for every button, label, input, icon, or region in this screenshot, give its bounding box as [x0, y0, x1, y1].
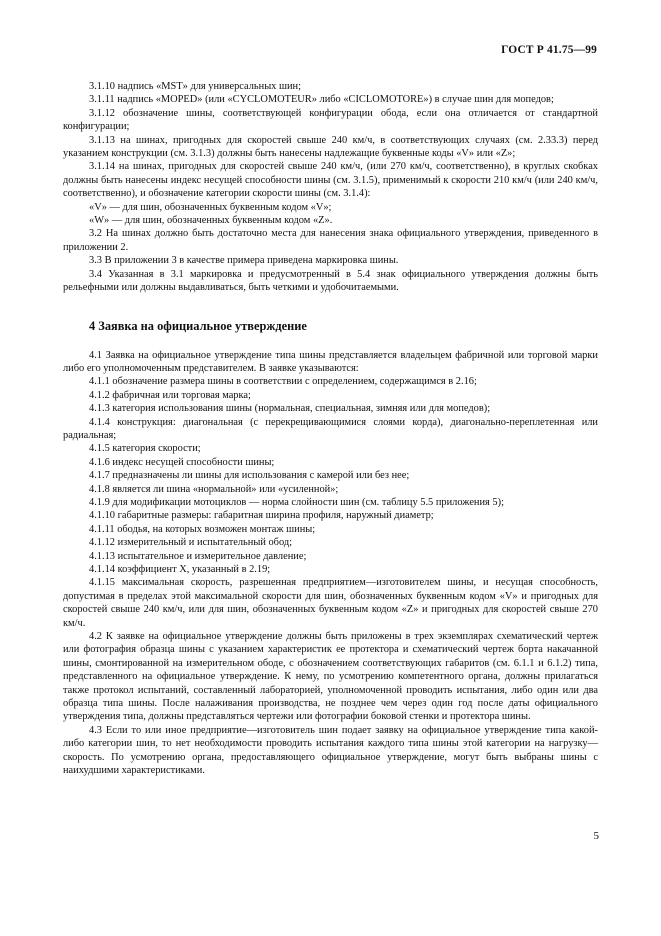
clause-4-1-11: 4.1.11 ободья, на которых возможен монтаж шины;: [89, 523, 316, 535]
clause-4-1-14: 4.1.14 коэффициент X, указанный в 2.19;: [89, 564, 271, 575]
clause-4-1-15: 4.1.15 максимальная скорость, разрешенная предприятием—изготовителем шины, и несущая способность, допустимая в пределах этой максимальной скорости для шин, обозначенных буквенным кодом «V» и пригодных для скоростей свыше 240 км/ч, или для шин, обозначенных буквенным кодом «Z» и пригодных для скоростей свыше 270 км/ч.: [63, 577, 598, 629]
clause-3-1-11: 3.1.11 надпись «MOPED» (или «CYCLOMOTEUR» либо «CICLOMOTORE») в случае шин для мопедов;: [89, 94, 554, 106]
clause-4-1-4: 4.1.4 конструкция: диагональная (с перекрещивающимися слоями корда), диагонально-переплетенная или радиальная;: [63, 416, 598, 441]
clause-4-1-10: 4.1.10 габаритные размеры: габаритная ширина профиля, наружный диаметр;: [89, 510, 434, 522]
clause-4-2: 4.2 К заявке на официальное утверждение должны быть приложены в трех экземплярах схематический чертеж или фотография образца шины с указанием характеристик ее протектора и схематический чертеж борта накачанной шины, смонтированной на измерительном ободе, с обозначением соответствующих габаритов (см. 6.1.1 и 6.1.2) типа, представленного на официальное утверждение. К нему, по усмотрению компетентного органа, должны прилагаться также протокол испытаний, составленный лабораторией, уполномоченной проводить испытания, либо один или два образца типа шины. После налаживания производства, не позднее чем через один год после даты официального утверждения типа, должны представляться чертежи или фотографии боковой стенки и протектора шины.: [63, 631, 598, 723]
clause-4-3: 4.3 Если то или иное предприятие—изготовитель шин подает заявку на официальное утверждение типа какой-либо категории шин, то нет необходимости проводить испытания каждого типа шины этой категории на нагрузку—скорость. По усмотрению органа, предоставляющего официальное утверждение, могут быть выбраны шины с наихудшими характеристиками.: [63, 724, 598, 777]
clause-3-4: 3.4 Указанная в 3.1 маркировка и предусмотренный в 5.4 знак официального утверждения должны быть рельефными или должны выдавливаться, быть четкими и удобочитаемыми.: [63, 268, 598, 294]
clause-4-1-5: 4.1.5 категория скорости;: [89, 443, 201, 455]
clause-3-3: 3.3 В приложении 3 в качестве примера приведена маркировка шины.: [89, 255, 399, 267]
clause-4-1-9: 4.1.9 для модификации мотоциклов — норма слойности шин (см. таблицу 5.5 приложения 5);: [89, 496, 504, 508]
clause-3-1-13: 3.1.13 на шинах, пригодных для скоростей свыше 240 км/ч, в соответствующих случаях (см. 2.33.3) перед указанием конструкции (см. 3.1.3) должны быть нанесены надлежащие буквенные коды «V» или «Z»;: [63, 134, 598, 160]
clause-4-1-1: 4.1.1 обозначение размера шины в соответствии с определением, содержащимся в 2.16;: [89, 376, 477, 388]
clause-3-1-14: 3.1.14 на шинах, пригодных для скоростей свыше 240 км/ч, (или 270 км/ч, соответственно), в круглых скобках должны быть нанесены индекс несущей способности шины (см. 3.1.5), применимый к скорости 210 км/ч (или 240 км/ч, соответственно), и обозначение категории скорости шины (см. 3.1.4):: [63, 161, 598, 200]
clause-4-1-6: 4.1.6 индекс несущей способности шины;: [89, 456, 275, 468]
clause-3-1-14-item-w: «W» — для шин, обозначенных буквенным кодом «Z».: [89, 215, 333, 227]
document-body: [63, 80, 598, 778]
clause-4-1-8: 4.1.8 является ли шина «нормальной» или «усиленной»;: [89, 483, 339, 495]
clause-4-1-12: 4.1.12 измерительный и испытательный обод;: [89, 537, 293, 549]
clause-4-1-2: 4.1.2 фабричная или торговая марка;: [89, 389, 251, 401]
document-header: ГОСТ Р 41.75—99: [501, 44, 597, 56]
section-4-title: 4 Заявка на официальное утверждение: [89, 318, 307, 333]
clause-3-2: 3.2 На шинах должно быть достаточно места для нанесения знака официального утверждения, приведенного в приложении 2.: [63, 228, 598, 253]
clause-4-1-7: 4.1.7 предназначены ли шины для использования с камерой или без нее;: [89, 470, 410, 482]
clause-4-1-13: 4.1.13 испытательное и измерительное давление;: [89, 550, 307, 562]
clause-3-1-10: 3.1.10 надпись «MST» для универсальных шин;: [89, 81, 301, 92]
clause-4-1: 4.1 Заявка на официальное утверждение типа шины представляется владельцем фабричной или торговой марки либо его уполномоченным представителем. В заявке указываются:: [63, 349, 598, 374]
clause-3-1-12: 3.1.12 обозначение шины, соответствующей конфигурации обода, если она отличается от стандартной конфигурации;: [63, 107, 598, 133]
clause-3-1-14-item-v: «V» — для шин, обозначенных буквенным кодом «V»;: [89, 201, 332, 213]
page-number: 5: [593, 830, 599, 842]
clause-4-1-3: 4.1.3 категория использования шины (нормальная, специальная, зимняя или для мопедов);: [89, 403, 491, 415]
